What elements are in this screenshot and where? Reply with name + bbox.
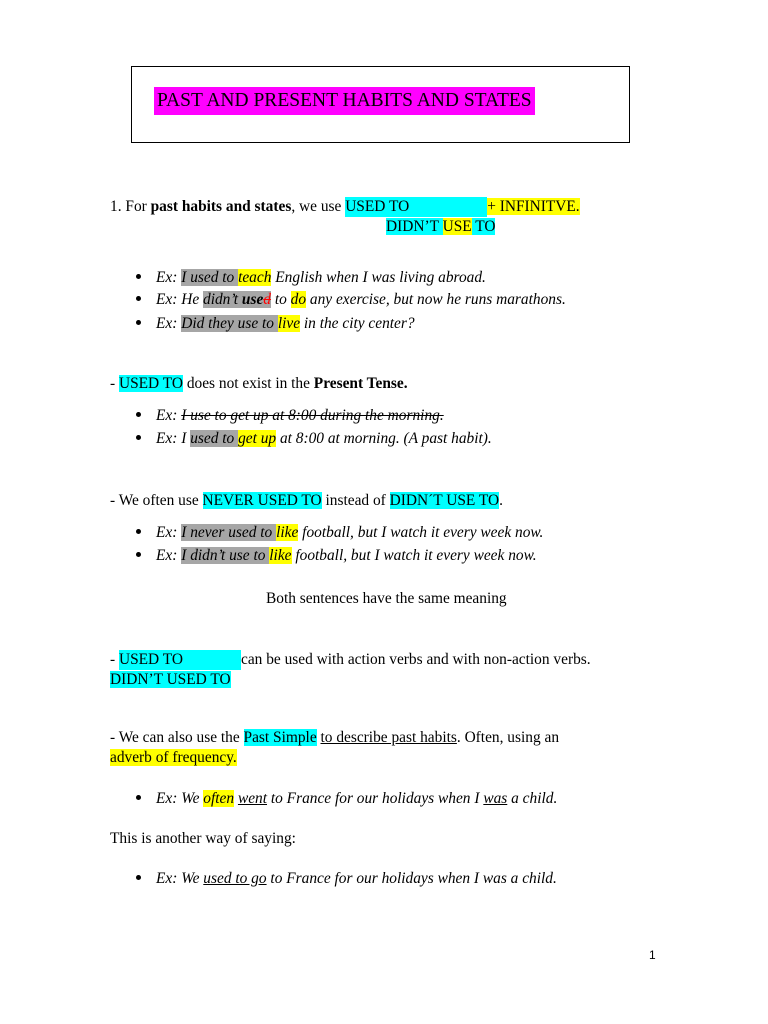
section-1-line-1: [110, 197, 580, 217]
example-3-highlight-yellow: live: [277, 315, 301, 332]
bullet-icon: [136, 274, 141, 279]
another-way-note: This is another way of saying:: [110, 830, 296, 847]
plus-infinitive: + INFINITVE.: [487, 198, 580, 215]
example-8-end: a child.: [507, 790, 558, 807]
example-6-highlight-grey: I never used to: [181, 524, 277, 541]
past-simple-label: Past Simple: [243, 729, 317, 746]
used-to-label: USED TO: [345, 197, 487, 217]
section-1-number: 1. For: [110, 198, 151, 215]
example-1: [156, 268, 486, 288]
period: .: [499, 492, 503, 509]
bullet-icon: [136, 412, 141, 417]
section-3-text: - We often use: [110, 492, 203, 509]
example-7: [156, 546, 537, 566]
section-4-line-1: [110, 650, 591, 670]
example-8-text: to France for our holidays when I: [267, 790, 484, 807]
used-to-label: USED TO: [119, 650, 241, 670]
example-7-highlight-grey: I didn’t use to: [181, 547, 270, 564]
example-1-highlight-yellow: teach: [238, 269, 272, 286]
often-highlight: often: [203, 790, 235, 807]
used-to-label: USED TO: [118, 375, 183, 392]
example-prefix: Ex: We: [156, 790, 204, 807]
section-3-heading: [110, 491, 503, 511]
bullet-icon: [136, 435, 141, 440]
example-7-highlight-yellow: like: [269, 547, 292, 564]
section-5-line-2: [110, 748, 237, 768]
bullet-icon: [136, 795, 141, 800]
example-prefix: Ex:: [156, 315, 182, 332]
didnt-used-to-label: DIDN’T USED TO: [110, 671, 231, 688]
section-5-line-1: [110, 728, 559, 748]
dash: -: [110, 651, 119, 668]
example-prefix: Ex:: [156, 407, 182, 424]
was-underline: was: [483, 790, 508, 807]
present-tense-label: Present Tense.: [313, 375, 408, 392]
example-6-highlight-yellow: like: [276, 524, 299, 541]
page-title: PAST AND PRESENT HABITS AND STATES: [154, 87, 535, 115]
example-2: [156, 290, 566, 310]
section-2-text: does not exist in the: [182, 375, 314, 392]
example-2-didnt: didn’t: [203, 291, 239, 308]
example-6-rest: football, but I watch it every week now.: [298, 524, 544, 541]
same-meaning-note: Both sentences have the same meaning: [266, 590, 507, 607]
bullet-icon: [136, 875, 141, 880]
to-label: TO: [471, 218, 496, 235]
dash: -: [110, 375, 119, 392]
section-1-line-2: [386, 217, 495, 237]
section-4-line-2: [110, 670, 231, 690]
example-3-highlight-grey: Did they use to: [181, 315, 278, 332]
example-prefix: Ex: We: [156, 870, 204, 887]
didnt-label: DIDN’T: [386, 218, 443, 235]
example-5-highlight-yellow: get up: [238, 430, 277, 447]
page-number: 1: [649, 948, 656, 962]
example-3: [156, 314, 415, 334]
didnt-use-to-label: DIDN´T USE TO: [389, 492, 500, 509]
section-3-text-2: instead of: [321, 492, 390, 509]
section-2-heading: [110, 374, 408, 394]
example-5: [156, 429, 492, 449]
example-4-struck: I use to get up at 8:00 during the morning.: [181, 407, 444, 424]
example-prefix: Ex:: [156, 547, 182, 564]
bullet-icon: [136, 320, 141, 325]
example-5-rest: at 8:00 at morning. (A past habit).: [276, 430, 492, 447]
example-6: [156, 523, 543, 543]
example-3-rest: in the city center?: [300, 315, 415, 332]
section-1-text: , we use: [291, 198, 346, 215]
example-2-use: use: [238, 291, 264, 308]
used-to-go-underline: used to go: [203, 870, 267, 887]
bullet-icon: [136, 529, 141, 534]
bullet-icon: [136, 296, 141, 301]
example-4: [156, 406, 444, 426]
example-prefix: Ex: I: [156, 430, 191, 447]
example-1-rest: English when I was living abroad.: [271, 269, 486, 286]
example-prefix: Ex: He: [156, 291, 203, 308]
use-label: USE: [442, 218, 472, 235]
adverb-of-frequency: adverb of frequency.: [110, 749, 237, 766]
used-to-highlight: [345, 197, 487, 217]
bullet-icon: [136, 552, 141, 557]
example-2-rest: any exercise, but now he runs marathons.: [306, 291, 566, 308]
never-used-to-label: NEVER USED TO: [202, 492, 322, 509]
example-9: [156, 869, 557, 889]
describe-past-habits: to describe past habits: [320, 729, 457, 746]
example-prefix: Ex:: [156, 524, 182, 541]
example-9-rest: to France for our holidays when I was a child.: [266, 870, 557, 887]
section-5-text-2: . Often, using an: [456, 729, 560, 746]
example-1-highlight-grey: I used to: [181, 269, 239, 286]
section-5-text: - We can also use the: [110, 729, 244, 746]
example-2-struck-d: d: [263, 291, 271, 308]
example-prefix: Ex:: [156, 269, 182, 286]
section-1-bold: past habits and states: [150, 198, 292, 215]
example-7-rest: football, but I watch it every week now.: [291, 547, 537, 564]
section-4-text: can be used with action verbs and with non-action verbs.: [240, 651, 591, 668]
example-8: [156, 789, 557, 809]
example-2-do: do: [290, 291, 307, 308]
example-2-to: to: [271, 291, 291, 308]
example-2-grey-block: [203, 291, 271, 308]
example-5-highlight-grey: used to: [190, 430, 239, 447]
went-underline: went: [237, 790, 268, 807]
